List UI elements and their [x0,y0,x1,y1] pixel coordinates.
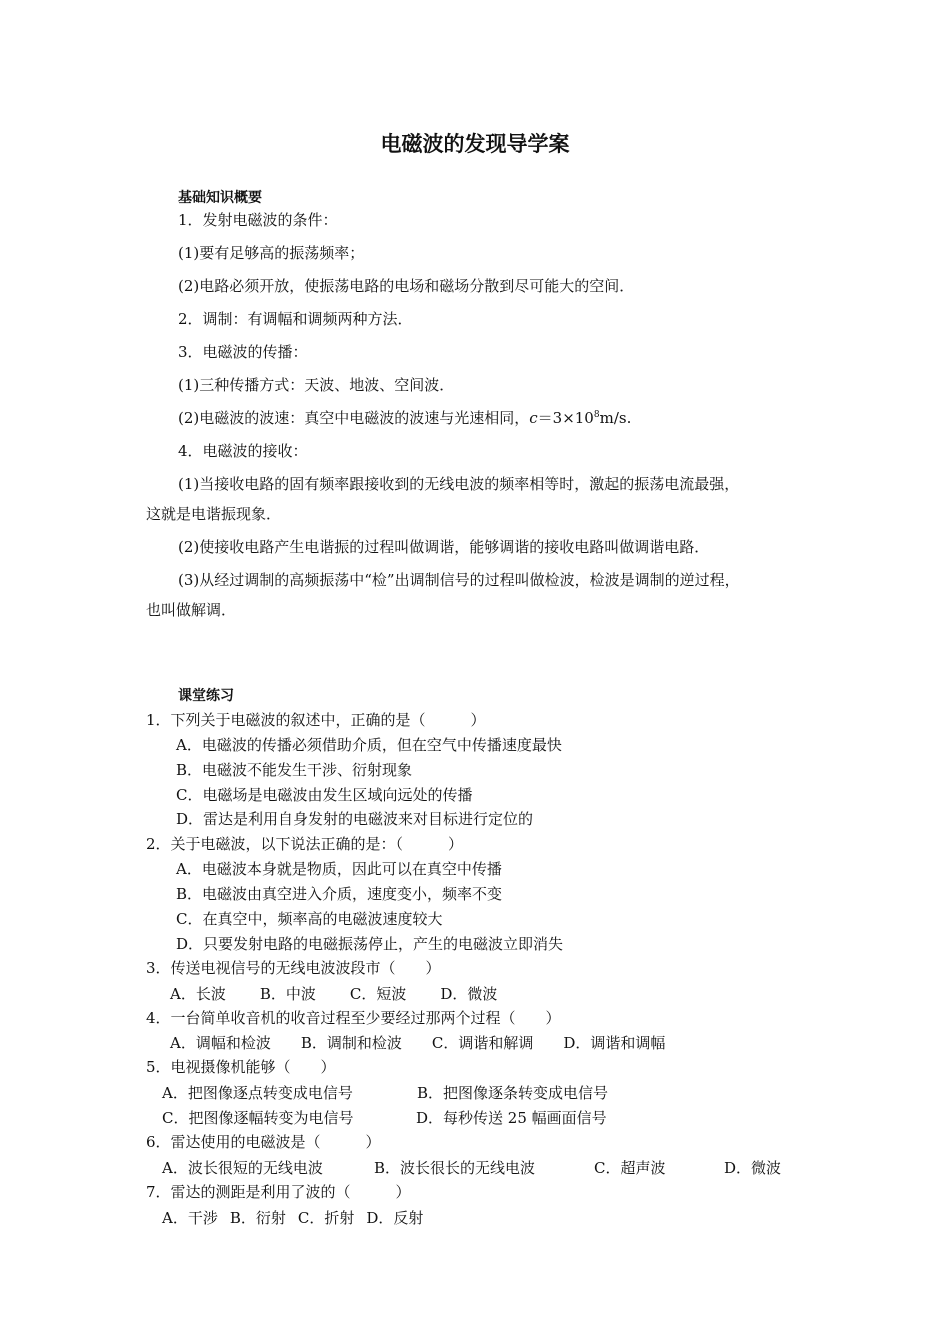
option-a: A．电磁波本身就是物质，因此可以在真空中传播 [176,860,502,878]
speed-symbol: c [529,409,538,427]
option-c: C．在真空中，频率高的电磁波速度较大 [176,910,443,928]
section-heading-exercise: 课堂练习 [178,688,234,704]
options-row [162,1208,423,1228]
speed-unit: m/s. [599,409,632,427]
option-c: C．短波 [349,985,407,1003]
wave-speed-line [178,408,631,428]
wave-speed-text: (2)电磁波的波速：真空中电磁波的波速与光速相同， [178,409,530,427]
option-c: C．调谐和解调 [431,1034,534,1052]
basics-line: (1)要有足够高的振荡频率； [178,244,365,262]
option-a: A．电磁波的传播必须借助介质，但在空气中传播速度最快 [176,736,562,754]
question-stem: 3．传送电视信号的无线电波波段市（ ） [146,959,441,977]
options-row [162,1083,608,1103]
option-d: D．雷达是利用自身发射的电磁波来对目标进行定位的 [176,810,534,828]
option-c: C．超声波 [594,1159,666,1177]
option-d: D．反射 [366,1209,424,1227]
question-stem: 1．下列关于电磁波的叙述中，正确的是（ ） [146,711,486,729]
basics-line: 4．电磁波的接收： [178,442,308,460]
basics-line: (1)三种传播方式：天波、地波、空间波． [178,376,455,394]
question-stem: 6．雷达使用的电磁波是（ ） [146,1133,381,1151]
option-b: B．中波 [259,985,316,1003]
question-stem: 2．关于电磁波，以下说法正确的是：（ ） [146,835,464,853]
option-c: C．把图像逐幅转变为电信号 [162,1109,354,1127]
option-b: B．衍射 [229,1209,286,1227]
option-d: D．只要发射电路的电磁振荡停止，产生的电磁波立即消失 [176,935,564,953]
option-d: D．每秒传送 25 幅画面信号 [416,1109,607,1127]
options-row [162,1108,607,1128]
option-c: C．折射 [297,1209,355,1227]
basics-line: (3)从经过调制的高频振荡中“检”出调制信号的过程叫做检波，检波是调制的逆过程， [178,571,740,589]
option-c: C．电磁场是电磁波由发生区域向远处的传播 [176,786,473,804]
basics-line: (1)当接收电路的固有频率跟接收到的无线电波的频率相等时，激起的振荡电流最强， [178,475,740,493]
option-a: A．干涉 [162,1209,218,1227]
options-row [162,1158,781,1178]
option-a: A．波长很短的无线电波 [162,1159,323,1177]
option-b: B．波长很长的无线电波 [374,1159,536,1177]
speed-exponent: 8 [593,410,600,420]
basics-line: 2．调制：有调幅和调频两种方法． [178,310,413,328]
option-a: A．调幅和检波 [170,1034,271,1052]
question-stem: 5．电视摄像机能够（ ） [146,1058,336,1076]
option-a: A．把图像逐点转变成电信号 [162,1084,353,1102]
page-title: 电磁波的发现导学案 [380,132,570,156]
question-stem: 7．雷达的测距是利用了波的（ ） [146,1183,411,1201]
options-row [170,1033,665,1053]
question-stem: 4．一台简单收音机的收音过程至少要经过那两个过程（ ） [146,1009,561,1027]
options-row [170,984,497,1004]
option-a: A．长波 [170,985,226,1003]
option-d: D．微波 [440,985,498,1003]
option-d: D．微波 [724,1159,782,1177]
option-b: B．调制和检波 [300,1034,402,1052]
basics-line: 这就是电谐振现象． [146,505,282,523]
basics-line: 1．发射电磁波的条件： [178,211,338,229]
basics-line: 3．电磁波的传播： [178,343,308,361]
section-heading-basics: 基础知识概要 [178,190,262,206]
option-d: D．调谐和调幅 [563,1034,666,1052]
option-b: B．电磁波由真空进入介质，速度变小，频率不变 [176,885,503,903]
option-b: B．电磁波不能发生干涉、衍射现象 [176,761,413,779]
speed-equals: ＝3×10 [537,409,594,427]
option-b: B．把图像逐条转变成电信号 [417,1084,609,1102]
basics-line: 也叫做解调． [146,601,237,619]
basics-line: (2)使接收电路产生电谐振的过程叫做调谐，能够调谐的接收电路叫做调谐电路． [178,538,710,556]
basics-line: (2)电路必须开放，使振荡电路的电场和磁场分散到尽可能大的空间． [178,277,635,295]
